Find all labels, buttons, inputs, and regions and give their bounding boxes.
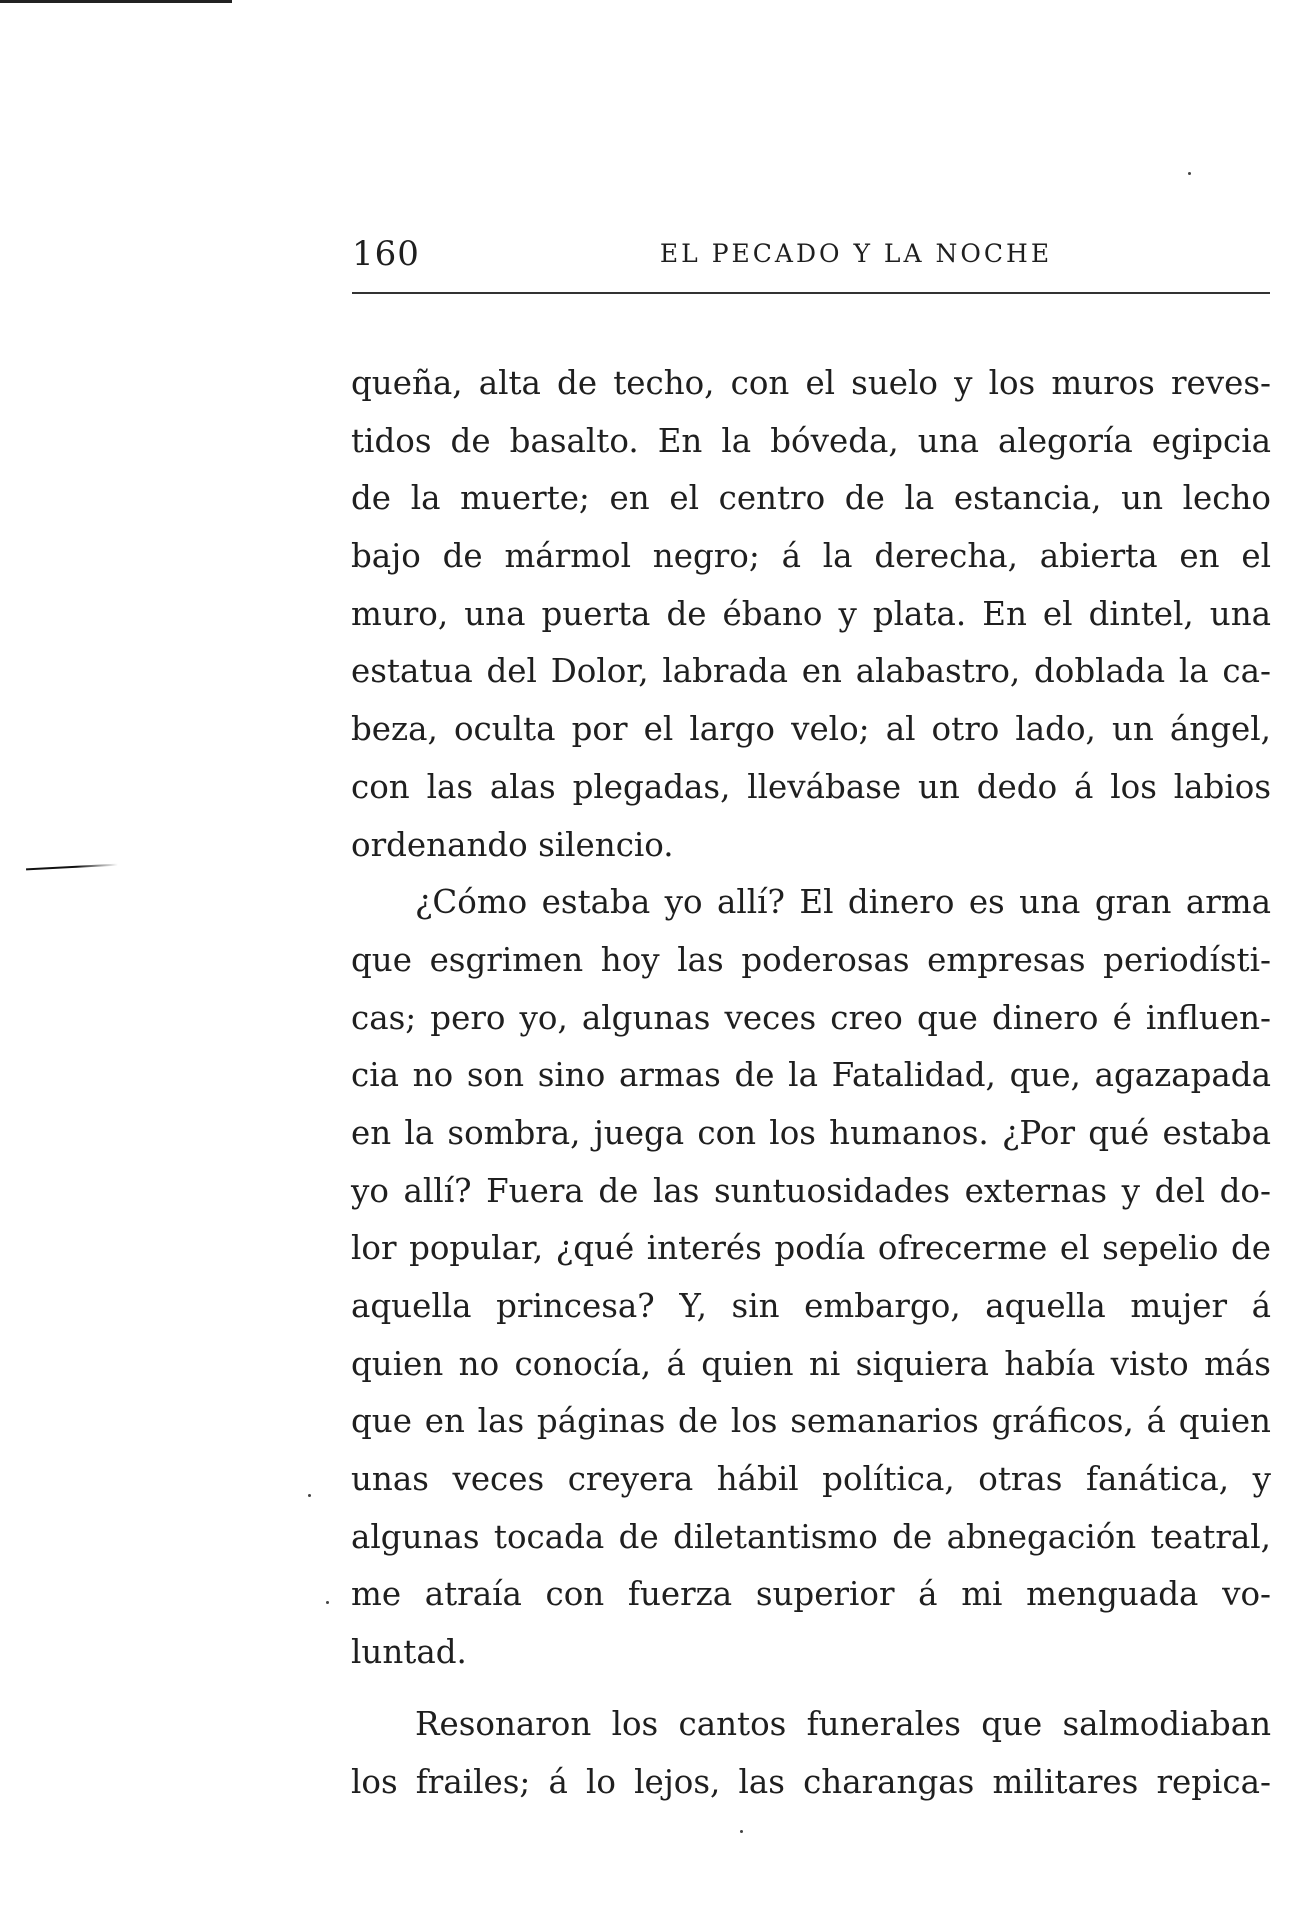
text-line: quien no conocía, á quien ni siquiera había visto más: [351, 1344, 1271, 1383]
text-line: queña, alta de techo, con el suelo y los muros reves-: [351, 364, 1271, 402]
text-line: que en las páginas de los semanarios gráficos, á quien: [351, 1402, 1271, 1441]
text-line: cas; pero yo, algunas veces creo que dinero é influen-: [351, 998, 1271, 1037]
text-line: aquella princesa? Y, sin embargo, aquella mujer á: [351, 1287, 1271, 1325]
text-line: muro, una puerta de ébano y plata. En el dintel, una: [351, 594, 1271, 633]
ink-speck: [326, 1601, 329, 1604]
text-line: ¿Cómo estaba yo allí? El dinero es una gran arma: [415, 883, 1271, 922]
text-line: cia no son sino armas de la Fatalidad, que, agazapada: [351, 1056, 1271, 1095]
text-line: estatua del Dolor, labrada en alabastro, doblada la ca-: [351, 652, 1271, 691]
ink-speck: [308, 1494, 311, 1497]
text-line: lor popular, ¿qué interés podía ofrecerme el sepelio de: [351, 1229, 1271, 1268]
text-line: unas veces creyera hábil política, otras fanática, y: [351, 1460, 1271, 1499]
page-number: 160: [352, 234, 420, 274]
text-line: en la sombra, juega con los humanos. ¿Por qué estaba: [351, 1113, 1271, 1152]
text-line: algunas tocada de diletantismo de abnegación teatral,: [351, 1517, 1271, 1556]
text-line: que esgrimen hoy las poderosas empresas periodísti-: [351, 940, 1271, 979]
text-line: bajo de mármol negro; á la derecha, abierta en el: [351, 537, 1271, 576]
text-line: yo allí? Fuera de las suntuosidades externas y del do-: [351, 1171, 1271, 1210]
header-rule: [352, 292, 1270, 294]
margin-ink-mark: [26, 864, 118, 871]
text-line: los frailes; á lo lejos, las charangas militares repica-: [351, 1762, 1271, 1801]
paragraph-gap: [351, 1682, 1271, 1696]
ink-speck: [1188, 172, 1191, 175]
text-line: tidos de basalto. En la bóveda, una alegoría egipcia: [351, 421, 1271, 460]
text-line: me atraía con fuerza superior á mi menguada vo-: [351, 1575, 1271, 1614]
running-title: EL PECADO Y LA NOCHE: [659, 239, 1053, 268]
body-text: [351, 355, 1271, 1811]
text-line: ordenando silencio.: [351, 825, 674, 864]
ink-speck: [740, 1830, 743, 1833]
text-line: beza, oculta por el largo velo; al otro lado, un ángel,: [351, 710, 1271, 749]
scan-edge-rule: [0, 0, 232, 3]
page-header: [352, 232, 1270, 276]
text-line: Resonaron los cantos funerales que salmodiaban: [415, 1704, 1271, 1743]
text-line: de la muerte; en el centro de la estancia, un lecho: [351, 479, 1271, 518]
text-line: luntad.: [351, 1633, 467, 1672]
text-line: con las alas plegadas, llevábase un dedo á los labios: [351, 767, 1271, 806]
